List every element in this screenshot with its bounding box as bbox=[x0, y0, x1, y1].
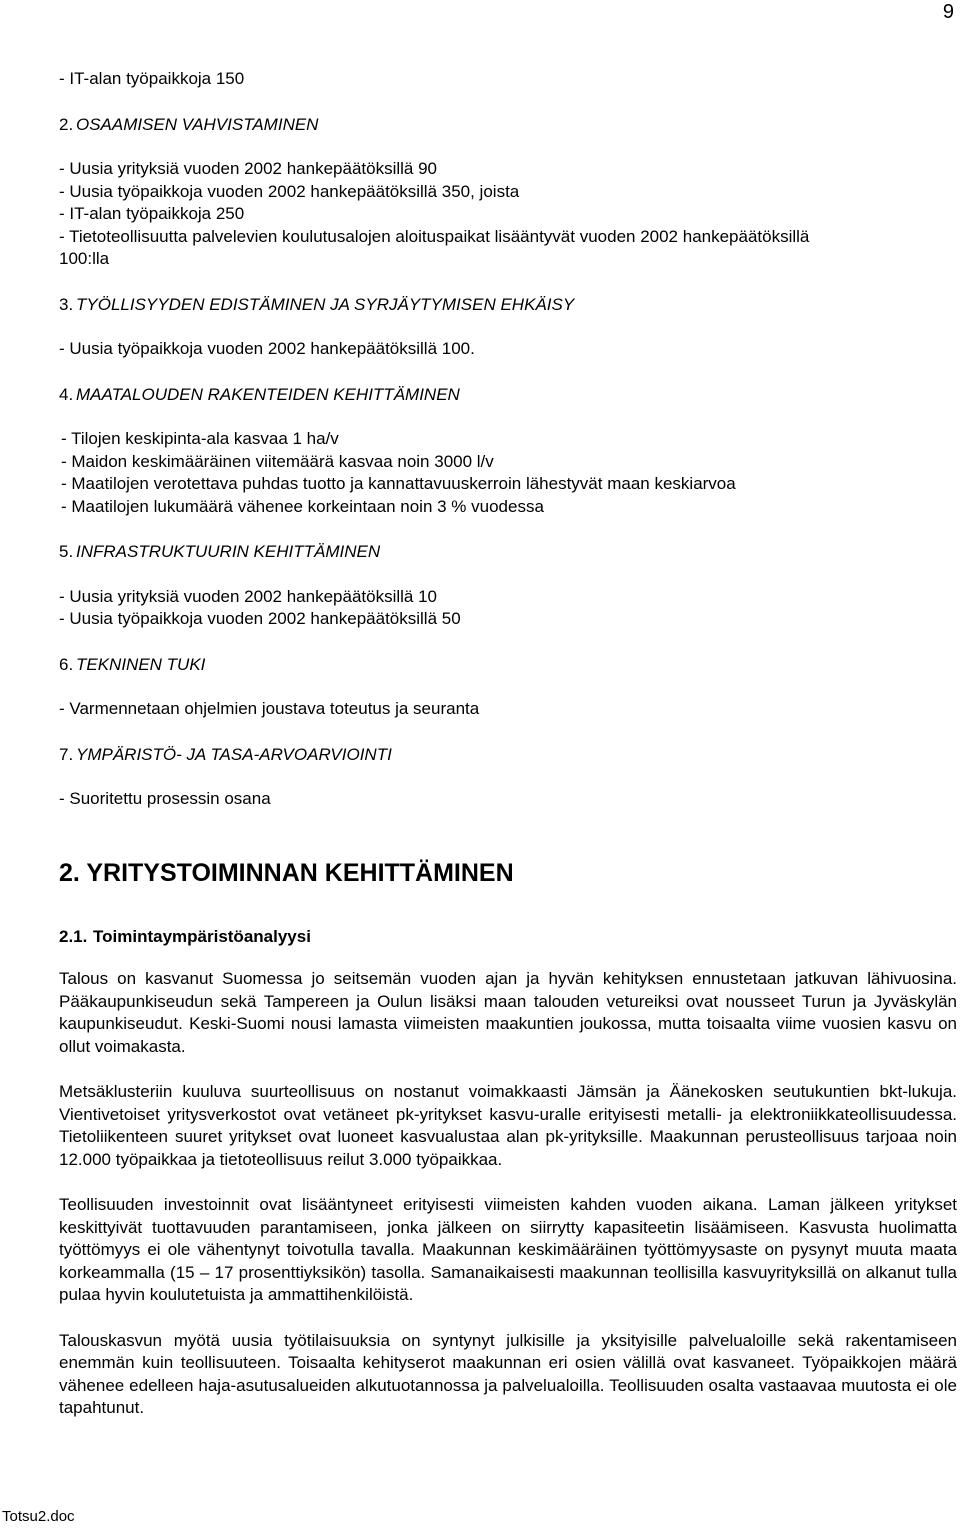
sub-heading bbox=[59, 926, 957, 949]
main-heading: 2. YRITYSTOIMINNAN KEHITTÄMINEN bbox=[59, 858, 514, 887]
list-item: - Uusia työpaikkoja vuoden 2002 hankepäätöksillä 350, joista bbox=[59, 181, 520, 201]
section-title: MAATALOUDEN RAKENTEIDEN KEHITTÄMINEN bbox=[76, 384, 460, 404]
sub-heading-title: Toimintaympäristöanalyysi bbox=[93, 926, 311, 946]
section-title: TEKNINEN TUKI bbox=[76, 654, 206, 674]
section-number: 3. bbox=[59, 294, 74, 314]
list-item: - Varmennetaan ohjelmien joustava toteutus ja seuranta bbox=[59, 699, 480, 718]
section-title: YMPÄRISTÖ- JA TASA-ARVOARVIOINTI bbox=[76, 744, 392, 764]
list-item: - Maatilojen lukumäärä vähenee korkeintaan noin 3 % vuodessa bbox=[61, 496, 544, 516]
section-number: 7. bbox=[59, 744, 74, 764]
list-item: - Tilojen keskipinta-ala kasvaa 1 ha/v bbox=[61, 429, 339, 448]
paragraph: Teollisuuden investoinnit ovat lisääntyneet erityisesti viimeisten kahden vuoden aikana. Laman jälkeen yritykset keskittyivät tuottavuuden parantamiseen, jonka jälkeen on siirrytty kapasiteetin lisäämiseen. Kasvusta huolimatta työttömyys ei ole vähentynyt toivotulla tavalla. Maakunnan keskimääräinen työttömyysaste on pysynyt muuta maata korkeammalla (15 – 17 prosenttiyksikön) tasolla. Samanaikaisesti maakunnan teollisilla kasvuyrityksillä on alkanut tulla pulaa hyvin koulutetuista ja ammattihenkilöistä. bbox=[59, 1195, 957, 1304]
section-title: OSAAMISEN VAHVISTAMINEN bbox=[76, 114, 319, 134]
intro-line: - IT-alan työpaikkoja 150 bbox=[59, 69, 245, 88]
section-6-list bbox=[59, 698, 957, 721]
section-title: INFRASTRUKTUURIN KEHITTÄMINEN bbox=[76, 542, 381, 561]
list-item: - Uusia työpaikkoja vuoden 2002 hankepäätöksillä 100. bbox=[59, 339, 475, 358]
paragraph: Talous on kasvanut Suomessa jo seitsemän vuoden ajan ja hyvän kehityksen ennustetaan jatkuvan lähivuosina. Pääkaupunkiseudun sekä Tampereen ja Oulun lisäksi maan talouden vetureiksi ovat nousseet Turun ja Jyväskylän kaupunkiseudut. Keski-Suomi nousi lamasta viimeisten maakuntien joukossa, mutta toisaalta viime vuosien kasvu on ollut voimakasta. bbox=[59, 969, 957, 1056]
section-heading-5 bbox=[59, 541, 957, 564]
list-item: - Uusia yrityksiä vuoden 2002 hankepäätöksillä 10 bbox=[59, 586, 438, 606]
list-item: - Uusia työpaikkoja vuoden 2002 hankepäätöksillä 50 bbox=[59, 609, 461, 628]
section-7-list bbox=[59, 788, 957, 811]
section-heading-2 bbox=[59, 114, 957, 137]
page-number: 9 bbox=[942, 1, 954, 23]
section-number: 6. bbox=[59, 654, 74, 674]
section-5-list bbox=[59, 586, 957, 631]
document-body bbox=[59, 68, 957, 1420]
list-item: - IT-alan työpaikkoja 250 bbox=[59, 204, 245, 223]
section-heading-7 bbox=[59, 744, 957, 767]
paragraph: Metsäklusteriin kuuluva suurteollisuus on nostanut voimakkaasti Jämsän ja Äänekosken seutukuntien bkt-lukuja. Vientivetoiset yritysverkostot ovat vetäneet pk-yritykset kasvu-uralle erityisesti metalli- ja elektroniikkateollisuudessa. Tietoliikenteen suuret yritykset ovat luoneet kasvualustaa alan pk-yrityksille. Maakunnan perusteollisuus tarjoaa noin 12.000 työpaikkaa ja tietoteollisuus reilut 3.000 työpaikkaa. bbox=[59, 1082, 957, 1169]
section-3-list bbox=[59, 338, 957, 361]
section-heading-6 bbox=[59, 654, 957, 677]
footer-filename: Totsu2.doc bbox=[2, 1508, 75, 1525]
section-number: 2. bbox=[59, 114, 74, 134]
section-number: 5. bbox=[59, 542, 74, 561]
list-item: 100:lla bbox=[59, 249, 110, 268]
sub-heading-number: 2.1. bbox=[59, 926, 88, 946]
section-heading-3 bbox=[59, 294, 957, 317]
list-item: - Tietoteollisuutta palvelevien koulutusalojen aloituspaikat lisääntyvät vuoden 2002 hankepäätöksillä bbox=[59, 226, 810, 246]
section-title: TYÖLLISYYDEN EDISTÄMINEN JA SYRJÄYTYMISEN EHKÄISY bbox=[76, 294, 575, 314]
paragraph: Talouskasvun myötä uusia työtilaisuuksia on syntynyt julkisille ja yksityisille palvelualoille sekä rakentamiseen enemmän kuin teollisuuteen. Toisaalta kehityserot maakunnan eri osien välillä ovat kasvaneet. Työpaikkojen määrä vähenee edelleen haja-asutusalueiden alkutuotannossa ja palvelualoilla. Teollisuuden osalta vastaavaa muutosta ei ole tapahtunut. bbox=[59, 1330, 957, 1417]
list-item: - Maatilojen verotettava puhdas tuotto ja kannattavuuskerroin lähestyvät maan keskiarvoa bbox=[61, 474, 736, 493]
section-4-list bbox=[59, 428, 957, 518]
section-2-list bbox=[59, 158, 957, 271]
section-number: 4. bbox=[59, 384, 74, 404]
list-item: - Uusia yrityksiä vuoden 2002 hankepäätöksillä 90 bbox=[59, 159, 438, 178]
section-heading-4 bbox=[59, 384, 957, 407]
list-item: - Suoritettu prosessin osana bbox=[59, 789, 271, 808]
list-item: - Maidon keskimääräinen viitemäärä kasvaa noin 3000 l/v bbox=[61, 451, 494, 471]
